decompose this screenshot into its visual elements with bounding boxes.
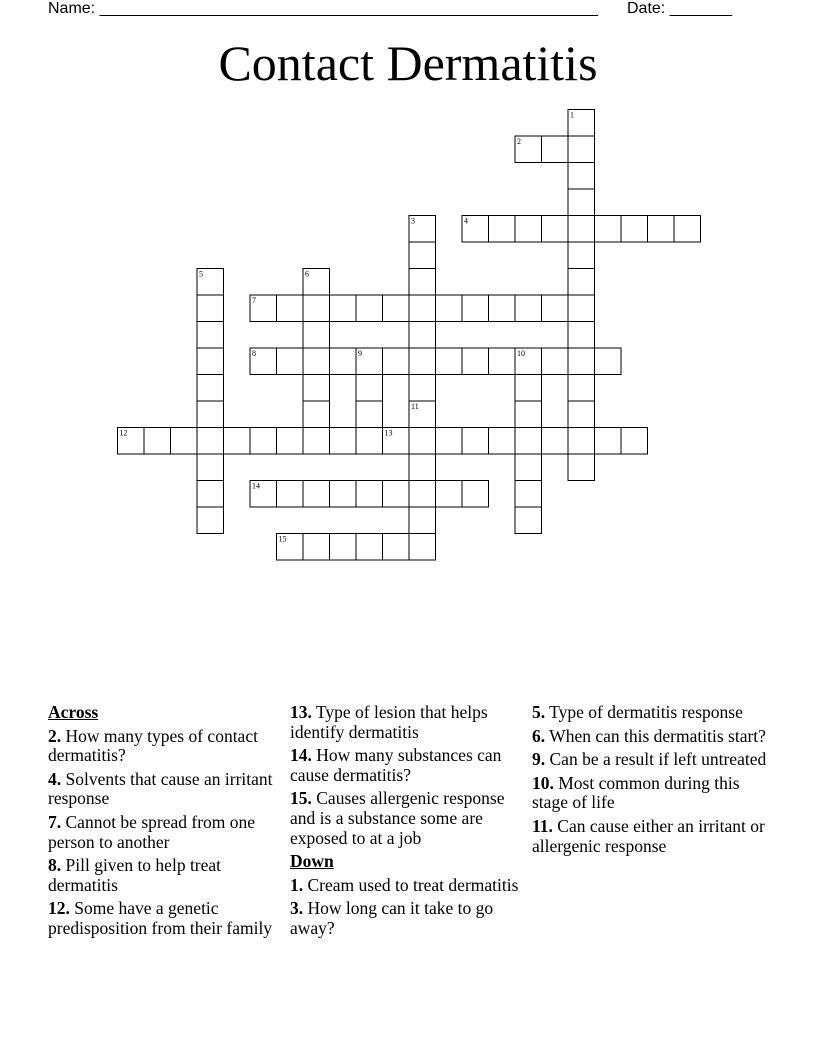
grid-cell[interactable] — [330, 348, 357, 375]
grid-cell[interactable] — [436, 295, 463, 322]
grid-cell[interactable] — [515, 375, 542, 402]
grid-cell[interactable] — [277, 295, 304, 322]
grid-cell[interactable] — [409, 454, 436, 481]
grid-cell[interactable] — [383, 348, 410, 375]
grid-cell[interactable] — [568, 348, 595, 375]
grid-cell[interactable] — [303, 295, 330, 322]
clue-number: 4. — [48, 768, 62, 789]
grid-cell[interactable] — [489, 295, 516, 322]
grid-cell[interactable] — [277, 348, 304, 375]
grid-cell[interactable] — [409, 295, 436, 322]
grid-cell[interactable] — [409, 481, 436, 508]
grid-cell[interactable] — [568, 136, 595, 163]
clue-text: Cannot be spread from one person to another — [48, 811, 256, 852]
clue-number: 9. — [532, 749, 546, 770]
clue-across-8 — [48, 856, 280, 895]
grid-clue-number: 12 — [119, 428, 128, 438]
clue-across-12 — [48, 899, 280, 938]
grid-cell[interactable] — [250, 428, 277, 455]
grid-cell[interactable] — [303, 322, 330, 349]
clue-text: How many substances can cause dermatitis? — [290, 745, 502, 785]
grid-cell[interactable] — [409, 348, 436, 375]
grid-cell[interactable] — [197, 507, 224, 534]
grid-cell[interactable] — [515, 216, 542, 243]
grid-cell[interactable] — [568, 163, 595, 190]
clue-across-14 — [290, 746, 526, 785]
grid-clue-number: 1 — [570, 110, 574, 120]
grid-cell[interactable] — [171, 428, 198, 455]
grid-cell[interactable] — [542, 295, 569, 322]
grid-cell[interactable] — [462, 295, 489, 322]
grid-cell[interactable] — [303, 534, 330, 561]
grid-cell[interactable] — [409, 322, 436, 349]
grid-cell[interactable] — [489, 428, 516, 455]
grid-cell[interactable] — [383, 295, 410, 322]
clue-across-13 — [290, 703, 526, 742]
grid-cell[interactable] — [568, 189, 595, 216]
grid-cell[interactable] — [568, 269, 595, 296]
clue-number: 8. — [48, 855, 62, 876]
clue-number: 6. — [532, 725, 546, 746]
clue-across-15 — [290, 789, 526, 848]
grid-cell[interactable] — [197, 322, 224, 349]
clue-text: Can cause either an irritant or allergenic response — [532, 815, 765, 856]
clue-text: Can be a result if left untreated — [545, 749, 767, 770]
grid-cell[interactable] — [621, 216, 648, 243]
grid-clue-number: 6 — [305, 269, 309, 279]
clue-number: 11. — [532, 815, 553, 836]
clue-across-2 — [48, 727, 280, 766]
grid-cell[interactable] — [197, 401, 224, 428]
clue-text: When can this dermatitis start? — [545, 725, 766, 746]
clue-text: How many types of contact dermatitis? — [48, 725, 258, 766]
grid-cell[interactable] — [409, 242, 436, 269]
grid-cell[interactable] — [277, 481, 304, 508]
date-field-label[interactable]: Date: _______ — [627, 0, 732, 17]
grid-cell[interactable] — [542, 348, 569, 375]
grid-cell[interactable] — [568, 428, 595, 455]
clue-number: 13. — [290, 702, 312, 722]
grid-cell[interactable] — [197, 481, 224, 508]
grid-cell[interactable] — [197, 454, 224, 481]
grid-cell[interactable] — [197, 348, 224, 375]
grid-cell[interactable] — [542, 428, 569, 455]
grid-cell[interactable] — [515, 481, 542, 508]
clue-text: Cream used to treat dermatitis — [303, 874, 519, 895]
grid-cell[interactable] — [568, 322, 595, 349]
clue-down-5 — [532, 703, 768, 723]
clue-column-1 — [48, 703, 280, 943]
grid-cell[interactable] — [277, 428, 304, 455]
grid-cell[interactable] — [303, 401, 330, 428]
grid-cell[interactable] — [144, 428, 171, 455]
grid-cell[interactable] — [356, 481, 383, 508]
grid-cell[interactable] — [436, 348, 463, 375]
grid-cell[interactable] — [436, 481, 463, 508]
grid-cell[interactable] — [489, 348, 516, 375]
grid-cell[interactable] — [356, 401, 383, 428]
grid-clue-number: 11 — [411, 402, 419, 411]
grid-cell[interactable] — [383, 481, 410, 508]
clue-down-9 — [532, 750, 768, 770]
clue-down-11 — [532, 817, 768, 856]
grid-cell[interactable] — [515, 507, 542, 534]
grid-cell[interactable] — [330, 428, 357, 455]
clue-column-3 — [532, 703, 768, 860]
clue-number: 14. — [290, 745, 312, 766]
grid-cell[interactable] — [409, 428, 436, 455]
grid-cell[interactable] — [197, 428, 224, 455]
grid-cell[interactable] — [515, 454, 542, 481]
grid-cell[interactable] — [489, 216, 516, 243]
grid-cell[interactable] — [648, 216, 675, 243]
clue-text: Solvents that cause an irritant response — [48, 768, 273, 809]
grid-cell[interactable] — [568, 375, 595, 402]
grid-cell[interactable] — [436, 428, 463, 455]
grid-cell[interactable] — [330, 534, 357, 561]
page-title: Contact Dermatitis — [218, 35, 598, 91]
clue-number: 12. — [48, 898, 70, 919]
clue-number: 3. — [290, 898, 304, 919]
clue-text: Most common during this stage of life — [532, 772, 740, 813]
clue-text: Some have a genetic predisposition from their family — [48, 898, 273, 938]
grid-cell[interactable] — [303, 348, 330, 375]
clue-number: 2. — [48, 725, 62, 746]
clue-number: 5. — [532, 702, 546, 722]
clue-text: Pill given to help treat dermatitis — [48, 855, 222, 895]
grid-cell[interactable] — [542, 136, 569, 163]
grid-clue-number: 10 — [517, 349, 525, 358]
grid-clue-number: 9 — [358, 349, 362, 358]
grid-cell[interactable] — [595, 216, 622, 243]
grid-cell[interactable] — [409, 375, 436, 402]
grid-cell[interactable] — [462, 481, 489, 508]
grid-cell[interactable] — [356, 534, 383, 561]
clue-down-10 — [532, 774, 768, 813]
grid-clue-number: 14 — [252, 481, 260, 491]
grid-cell[interactable] — [330, 481, 357, 508]
across-heading: Across — [48, 702, 99, 722]
grid-cell[interactable] — [303, 428, 330, 455]
clue-text: Type of dermatitis response — [545, 702, 743, 722]
clue-number: 15. — [290, 788, 312, 809]
grid-cell[interactable] — [515, 401, 542, 428]
grid-cell[interactable] — [595, 428, 622, 455]
grid-cell[interactable] — [409, 507, 436, 534]
grid-cell[interactable] — [568, 401, 595, 428]
grid-cell[interactable] — [409, 269, 436, 296]
grid-cell[interactable] — [674, 216, 701, 243]
grid-cell[interactable] — [515, 295, 542, 322]
grid-cell[interactable] — [409, 534, 436, 561]
grid-clue-number: 13 — [384, 428, 393, 438]
clue-down-3 — [290, 899, 526, 938]
grid-cell[interactable] — [224, 428, 251, 455]
grid-cell[interactable] — [356, 375, 383, 402]
name-field-label[interactable]: Name: ________________________________________________________ — [48, 0, 598, 17]
grid-clue-number: 2 — [517, 137, 521, 146]
grid-clue-number: 7 — [252, 296, 256, 305]
clue-number: 10. — [532, 772, 554, 793]
grid-cell[interactable] — [595, 348, 622, 375]
grid-cell[interactable] — [356, 428, 383, 455]
grid-cell[interactable] — [462, 428, 489, 455]
grid-cell[interactable] — [330, 295, 357, 322]
down-heading: Down — [290, 851, 334, 872]
clue-number: 7. — [48, 811, 62, 832]
grid-cell[interactable] — [621, 428, 648, 455]
clue-number: 1. — [290, 874, 304, 895]
grid-clue-number: 15 — [278, 534, 287, 544]
grid-clue-number: 8 — [252, 349, 256, 358]
grid-cell[interactable] — [303, 375, 330, 402]
grid-cell[interactable] — [542, 216, 569, 243]
clue-text: How long can it take to go away? — [290, 898, 494, 938]
grid-cell[interactable] — [356, 295, 383, 322]
grid-cell[interactable] — [197, 375, 224, 402]
grid-cell[interactable] — [462, 348, 489, 375]
clue-column-2 — [290, 703, 526, 943]
grid-cell[interactable] — [568, 295, 595, 322]
grid-cell[interactable] — [568, 454, 595, 481]
clue-across-7 — [48, 813, 280, 852]
clue-down-6 — [532, 727, 768, 747]
clue-text: Type of lesion that helps identify dermatitis — [290, 702, 488, 742]
clue-down-1 — [290, 876, 526, 896]
grid-cell[interactable] — [568, 216, 595, 243]
grid-cell[interactable] — [197, 295, 224, 322]
grid-clue-number: 5 — [199, 269, 203, 279]
grid-clue-number: 3 — [411, 216, 415, 226]
grid-cell[interactable] — [568, 242, 595, 269]
clue-across-4 — [48, 770, 280, 809]
grid-cell[interactable] — [515, 428, 542, 455]
grid-clue-number: 4 — [464, 216, 468, 226]
grid-cell[interactable] — [383, 534, 410, 561]
clue-text: Causes allergenic response and is a substance some are exposed to at a job — [290, 788, 505, 848]
grid-cell[interactable] — [303, 481, 330, 508]
